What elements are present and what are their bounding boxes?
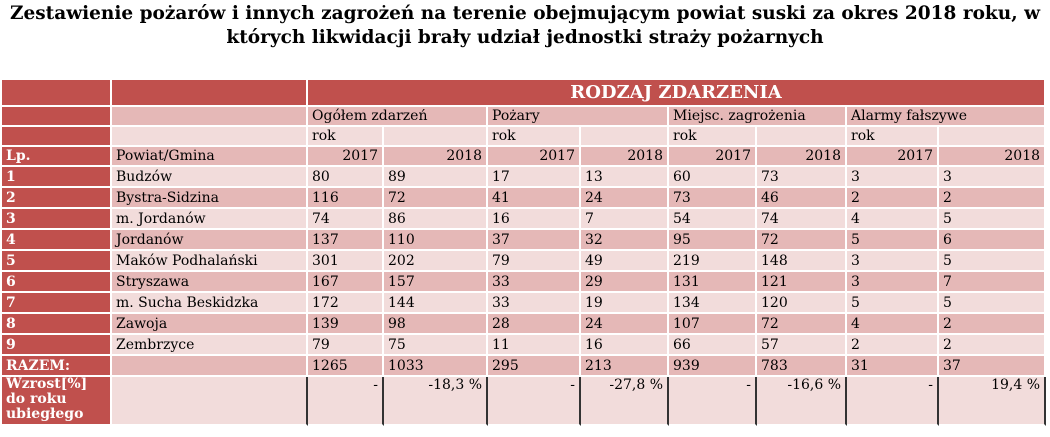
row-value: 24 <box>581 314 669 335</box>
row-value: 19 <box>581 293 669 314</box>
row-value: 79 <box>308 335 384 356</box>
year-2018-header: 2018 <box>581 147 669 167</box>
row-gmina-name: Budzów <box>112 167 308 188</box>
title-line-2: których likwidacji brały udział jednostki straży pożarnych <box>226 27 824 48</box>
header-cell <box>112 107 308 127</box>
row-value: 167 <box>308 272 384 293</box>
row-value: 3 <box>847 272 939 293</box>
row-value: 74 <box>757 209 847 230</box>
row-value: 41 <box>488 188 581 209</box>
row-value: 7 <box>581 209 669 230</box>
row-value: 57 <box>757 335 847 356</box>
row-gmina-name: Bystra-Sidzina <box>112 188 308 209</box>
row-value: 4 <box>847 314 939 335</box>
razem-label: RAZEM: <box>2 356 112 377</box>
row-value: 33 <box>488 272 581 293</box>
row-value: 219 <box>669 251 757 272</box>
row-lp: 9 <box>2 335 112 356</box>
rok-label: rok <box>488 127 581 147</box>
wzrost-value: 19,4 % <box>939 377 1046 426</box>
year-2018-header: 2018 <box>757 147 847 167</box>
row-value: 4 <box>847 209 939 230</box>
row-value: 28 <box>488 314 581 335</box>
row-value: 131 <box>669 272 757 293</box>
row-value: 73 <box>757 167 847 188</box>
table-body <box>2 80 1046 426</box>
razem-value: 295 <box>488 356 581 377</box>
row-value: 86 <box>384 209 488 230</box>
row-value: 6 <box>939 230 1046 251</box>
row-value: 72 <box>757 314 847 335</box>
row-lp: 6 <box>2 272 112 293</box>
year-2017-header: 2017 <box>308 147 384 167</box>
header-cell <box>939 127 1046 147</box>
row-value: 24 <box>581 188 669 209</box>
row-value: 172 <box>308 293 384 314</box>
table-row <box>2 188 1046 209</box>
row-value: 110 <box>384 230 488 251</box>
page-title <box>0 2 1050 50</box>
row-lp: 4 <box>2 230 112 251</box>
row-value: 37 <box>488 230 581 251</box>
row-value: 2 <box>847 188 939 209</box>
header-cell <box>581 127 669 147</box>
row-value: 80 <box>308 167 384 188</box>
razem-value: 1265 <box>308 356 384 377</box>
year-2018-header: 2018 <box>939 147 1046 167</box>
row-value: 17 <box>488 167 581 188</box>
wzrost-value: -27,8 % <box>581 377 669 426</box>
header-cell <box>112 127 308 147</box>
row-value: 98 <box>384 314 488 335</box>
lp-header: Lp. <box>2 147 112 167</box>
row-value: 7 <box>939 272 1046 293</box>
row-value: 2 <box>847 335 939 356</box>
wzrost-value: - <box>488 377 581 426</box>
wzrost-value: - <box>669 377 757 426</box>
row-value: 72 <box>384 188 488 209</box>
row-value: 72 <box>757 230 847 251</box>
row-value: 120 <box>757 293 847 314</box>
year-2017-header: 2017 <box>488 147 581 167</box>
incidents-table <box>2 80 1046 426</box>
header-row-rodzaj <box>2 80 1046 107</box>
rok-label: rok <box>847 127 939 147</box>
row-lp: 2 <box>2 188 112 209</box>
group-header-miejsc: Miejsc. zagrożenia <box>669 107 847 127</box>
row-value: 49 <box>581 251 669 272</box>
row-lp: 3 <box>2 209 112 230</box>
row-value: 74 <box>308 209 384 230</box>
row-value: 2 <box>939 314 1046 335</box>
row-value: 5 <box>939 251 1046 272</box>
row-value: 5 <box>847 230 939 251</box>
row-value: 107 <box>669 314 757 335</box>
wzrost-value: - <box>847 377 939 426</box>
wzrost-value: -18,3 % <box>384 377 488 426</box>
row-value: 29 <box>581 272 669 293</box>
row-gmina-name: Stryszawa <box>112 272 308 293</box>
row-value: 2 <box>939 188 1046 209</box>
row-value: 16 <box>581 335 669 356</box>
row-lp: 1 <box>2 167 112 188</box>
row-value: 11 <box>488 335 581 356</box>
header-row-rok <box>2 127 1046 147</box>
year-2017-header: 2017 <box>669 147 757 167</box>
table-row <box>2 272 1046 293</box>
group-header-ogolem: Ogółem zdarzeń <box>308 107 488 127</box>
wzrost-empty <box>112 377 308 426</box>
row-lp: 7 <box>2 293 112 314</box>
row-value: 54 <box>669 209 757 230</box>
row-value: 202 <box>384 251 488 272</box>
row-value: 5 <box>847 293 939 314</box>
table-row <box>2 293 1046 314</box>
row-value: 60 <box>669 167 757 188</box>
rok-label: rok <box>308 127 384 147</box>
row-gmina-name: Jordanów <box>112 230 308 251</box>
title-line-1: Zestawienie pożarów i innych zagrożeń na terenie obejmującym powiat suski za okres 2018 roku, w <box>9 3 1041 24</box>
row-gmina-name: Zembrzyce <box>112 335 308 356</box>
row-value: 3 <box>847 251 939 272</box>
row-value: 144 <box>384 293 488 314</box>
row-value: 139 <box>308 314 384 335</box>
row-gmina-name: m. Jordanów <box>112 209 308 230</box>
wzrost-row <box>2 377 1046 426</box>
year-2018-header: 2018 <box>384 147 488 167</box>
row-gmina-name: Zawoja <box>112 314 308 335</box>
row-gmina-name: m. Sucha Beskidzka <box>112 293 308 314</box>
row-value: 16 <box>488 209 581 230</box>
header-cell <box>2 80 112 107</box>
razem-value: 37 <box>939 356 1046 377</box>
razem-value: 1033 <box>384 356 488 377</box>
table-row <box>2 314 1046 335</box>
table-row <box>2 209 1046 230</box>
table-row <box>2 230 1046 251</box>
table-row <box>2 335 1046 356</box>
group-header-alarmy: Alarmy fałszywe <box>847 107 1046 127</box>
row-value: 157 <box>384 272 488 293</box>
powiat-header: Powiat/Gmina <box>112 147 308 167</box>
row-value: 301 <box>308 251 384 272</box>
rodzaj-zdarzenia-header: RODZAJ ZDARZENIA <box>308 80 1046 107</box>
row-value: 134 <box>669 293 757 314</box>
row-value: 32 <box>581 230 669 251</box>
razem-value: 783 <box>757 356 847 377</box>
wzrost-label: Wzrost[%] do roku ubiegłego <box>2 377 112 426</box>
header-row-groups <box>2 107 1046 127</box>
row-gmina-name: Maków Podhalański <box>112 251 308 272</box>
header-cell <box>757 127 847 147</box>
row-value: 3 <box>939 167 1046 188</box>
razem-value: 31 <box>847 356 939 377</box>
row-value: 73 <box>669 188 757 209</box>
row-value: 66 <box>669 335 757 356</box>
rok-label: rok <box>669 127 757 147</box>
row-lp: 5 <box>2 251 112 272</box>
header-cell <box>2 107 112 127</box>
header-cell <box>112 80 308 107</box>
razem-empty <box>112 356 308 377</box>
row-value: 148 <box>757 251 847 272</box>
razem-value: 939 <box>669 356 757 377</box>
row-value: 75 <box>384 335 488 356</box>
row-value: 3 <box>847 167 939 188</box>
row-value: 89 <box>384 167 488 188</box>
table-row <box>2 167 1046 188</box>
row-value: 95 <box>669 230 757 251</box>
razem-row <box>2 356 1046 377</box>
group-header-pozary: Pożary <box>488 107 669 127</box>
row-lp: 8 <box>2 314 112 335</box>
table-row <box>2 251 1046 272</box>
row-value: 121 <box>757 272 847 293</box>
row-value: 33 <box>488 293 581 314</box>
row-value: 116 <box>308 188 384 209</box>
wzrost-value: -16,6 % <box>757 377 847 426</box>
row-value: 5 <box>939 293 1046 314</box>
header-cell <box>2 127 112 147</box>
row-value: 13 <box>581 167 669 188</box>
row-value: 137 <box>308 230 384 251</box>
razem-value: 213 <box>581 356 669 377</box>
wzrost-value: - <box>308 377 384 426</box>
row-value: 79 <box>488 251 581 272</box>
header-cell <box>384 127 488 147</box>
row-value: 46 <box>757 188 847 209</box>
year-2017-header: 2017 <box>847 147 939 167</box>
row-value: 5 <box>939 209 1046 230</box>
row-value: 2 <box>939 335 1046 356</box>
header-row-years <box>2 147 1046 167</box>
